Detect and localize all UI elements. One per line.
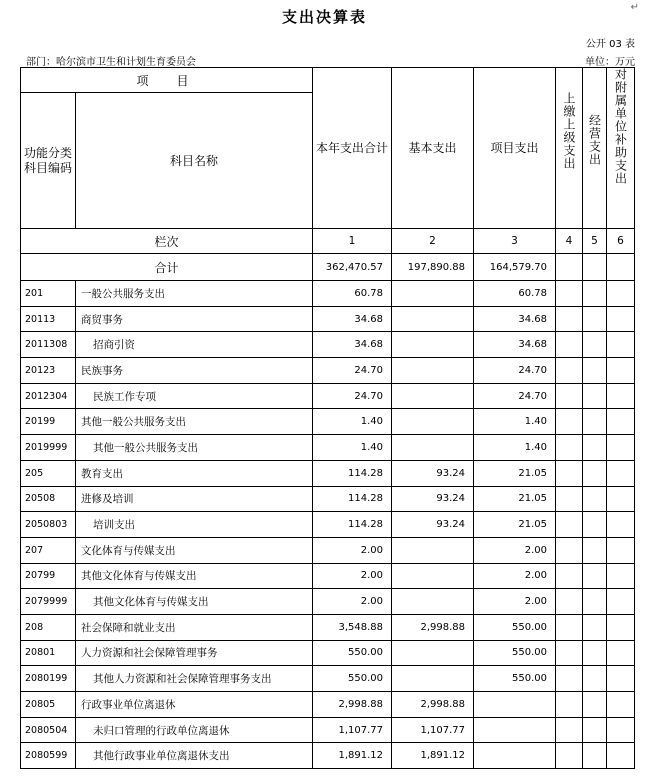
total-amount: 362,470.57 <box>313 254 392 281</box>
upper-amount-cell <box>556 743 583 769</box>
table-row <box>21 358 635 384</box>
total-amount-cell: 2,998.88 <box>313 692 392 718</box>
upper-amount-cell <box>556 666 583 692</box>
upper-amount-cell <box>556 306 583 332</box>
operating-amount-cell <box>583 666 607 692</box>
project-amount-cell: 34.68 <box>474 306 556 332</box>
operating-amount-cell <box>583 743 607 769</box>
function-code-cell: 2019999 <box>21 435 76 461</box>
operating-amount-cell <box>583 306 607 332</box>
operating-amount-cell <box>583 281 607 307</box>
basic-amount-cell <box>392 666 474 692</box>
expenditure-table <box>20 67 635 769</box>
total-amount-cell: 1.40 <box>313 409 392 435</box>
operating-amount-cell <box>583 486 607 512</box>
basic-amount-cell <box>392 383 474 409</box>
table-row <box>21 666 635 692</box>
total-amount-cell: 1,107.77 <box>313 717 392 743</box>
total-amount-cell: 114.28 <box>313 512 392 538</box>
function-code-cell: 20113 <box>21 306 76 332</box>
table-row <box>21 281 635 307</box>
header-subject-name: 科目名称 <box>76 93 313 229</box>
total-basic: 197,890.88 <box>392 254 474 281</box>
subject-name-cell: 一般公共服务支出 <box>76 281 313 307</box>
function-code-cell: 2080599 <box>21 743 76 769</box>
operating-amount-cell <box>583 537 607 563</box>
project-amount-cell: 34.68 <box>474 332 556 358</box>
subsidiary-amount-cell <box>607 537 635 563</box>
header-project-expenditure: 项目支出 <box>474 68 556 229</box>
header-operating-expenditure: 经营支出 <box>587 114 602 166</box>
project-amount-cell <box>474 717 556 743</box>
total-amount-cell: 114.28 <box>313 460 392 486</box>
subject-name-cell: 人力资源和社会保障管理事务 <box>76 640 313 666</box>
function-code-cell: 2080199 <box>21 666 76 692</box>
subject-name-cell: 教育支出 <box>76 460 313 486</box>
basic-amount-cell <box>392 332 474 358</box>
header-subsidiary-expenditure: 对附属单位补助支出 <box>613 68 628 185</box>
column-index-2: 2 <box>392 229 474 254</box>
project-amount-cell: 21.05 <box>474 512 556 538</box>
subsidiary-amount-cell <box>607 332 635 358</box>
total-amount-cell: 2.00 <box>313 537 392 563</box>
basic-amount-cell: 1,107.77 <box>392 717 474 743</box>
header-upper-cell <box>556 68 583 229</box>
column-index-1: 1 <box>313 229 392 254</box>
upper-amount-cell <box>556 435 583 461</box>
basic-amount-cell: 2,998.88 <box>392 614 474 640</box>
function-code-cell: 208 <box>21 614 76 640</box>
subject-name-cell: 民族工作专项 <box>76 383 313 409</box>
subsidiary-amount-cell <box>607 614 635 640</box>
function-code-cell: 2079999 <box>21 589 76 615</box>
project-amount-cell: 21.05 <box>474 486 556 512</box>
table-row <box>21 743 635 769</box>
operating-amount-cell <box>583 409 607 435</box>
table-row <box>21 589 635 615</box>
column-index-5: 5 <box>583 229 607 254</box>
table-row <box>21 332 635 358</box>
upper-amount-cell <box>556 717 583 743</box>
basic-amount-cell <box>392 589 474 615</box>
column-index-4: 4 <box>556 229 583 254</box>
table-row <box>21 640 635 666</box>
upper-amount-cell <box>556 640 583 666</box>
function-code-cell: 2080504 <box>21 717 76 743</box>
subject-name-cell: 其他文化体育与传媒支出 <box>76 589 313 615</box>
project-amount-cell: 1.40 <box>474 435 556 461</box>
function-code-cell: 20801 <box>21 640 76 666</box>
total-amount-cell: 34.68 <box>313 306 392 332</box>
basic-amount-cell: 2,998.88 <box>392 692 474 718</box>
upper-amount-cell <box>556 589 583 615</box>
upper-amount-cell <box>556 460 583 486</box>
operating-amount-cell <box>583 358 607 384</box>
operating-amount-cell <box>583 512 607 538</box>
table-row <box>21 409 635 435</box>
subject-name-cell: 其他人力资源和社会保障管理事务支出 <box>76 666 313 692</box>
subject-name-cell: 文化体育与传媒支出 <box>76 537 313 563</box>
corner-mark: ↵ <box>630 2 639 13</box>
table-row <box>21 460 635 486</box>
table-row <box>21 486 635 512</box>
table-row <box>21 692 635 718</box>
total-amount-cell: 1,891.12 <box>313 743 392 769</box>
subsidiary-amount-cell <box>607 486 635 512</box>
subsidiary-amount-cell <box>607 460 635 486</box>
function-code-cell: 20805 <box>21 692 76 718</box>
table-row <box>21 383 635 409</box>
operating-amount-cell <box>583 640 607 666</box>
table-row <box>21 563 635 589</box>
subsidiary-amount-cell <box>607 743 635 769</box>
project-amount-cell: 24.70 <box>474 358 556 384</box>
total-project: 164,579.70 <box>474 254 556 281</box>
upper-amount-cell <box>556 537 583 563</box>
column-index-6: 6 <box>607 229 635 254</box>
header-subsidiary-cell <box>607 68 635 229</box>
subsidiary-amount-cell <box>607 640 635 666</box>
basic-amount-cell <box>392 563 474 589</box>
header-basic-expenditure: 基本支出 <box>392 68 474 229</box>
upper-amount-cell <box>556 512 583 538</box>
subject-name-cell: 未归口管理的行政单位离退休 <box>76 717 313 743</box>
total-label: 合计 <box>21 254 313 281</box>
subject-name-cell: 其他文化体育与传媒支出 <box>76 563 313 589</box>
unit-label: 单位：万元 <box>585 57 635 68</box>
operating-amount-cell <box>583 332 607 358</box>
total-upper <box>556 254 583 281</box>
total-amount-cell: 24.70 <box>313 383 392 409</box>
basic-amount-cell: 1,891.12 <box>392 743 474 769</box>
operating-amount-cell <box>583 563 607 589</box>
subsidiary-amount-cell <box>607 306 635 332</box>
subject-name-cell: 商贸事务 <box>76 306 313 332</box>
function-code-cell: 205 <box>21 460 76 486</box>
total-amount-cell: 2.00 <box>313 589 392 615</box>
header-upper-expenditure: 上缴上级支出 <box>562 92 577 170</box>
function-code-cell: 20199 <box>21 409 76 435</box>
function-code-cell: 2050803 <box>21 512 76 538</box>
project-amount-cell: 550.00 <box>474 640 556 666</box>
total-amount-cell: 114.28 <box>313 486 392 512</box>
subsidiary-amount-cell <box>607 666 635 692</box>
total-subsidiary <box>607 254 635 281</box>
project-amount-cell: 2.00 <box>474 589 556 615</box>
upper-amount-cell <box>556 332 583 358</box>
upper-amount-cell <box>556 383 583 409</box>
operating-amount-cell <box>583 589 607 615</box>
total-operating <box>583 254 607 281</box>
subject-name-cell: 民族事务 <box>76 358 313 384</box>
operating-amount-cell <box>583 614 607 640</box>
subject-name-cell: 社会保障和就业支出 <box>76 614 313 640</box>
total-amount-cell: 2.00 <box>313 563 392 589</box>
basic-amount-cell: 93.24 <box>392 512 474 538</box>
table-row <box>21 435 635 461</box>
table-row <box>21 306 635 332</box>
project-amount-cell: 550.00 <box>474 666 556 692</box>
subject-name-cell: 其他一般公共服务支出 <box>76 435 313 461</box>
function-code-cell: 2012304 <box>21 383 76 409</box>
subject-name-cell: 培训支出 <box>76 512 313 538</box>
operating-amount-cell <box>583 383 607 409</box>
function-code-cell: 20508 <box>21 486 76 512</box>
project-amount-cell: 2.00 <box>474 537 556 563</box>
upper-amount-cell <box>556 281 583 307</box>
subsidiary-amount-cell <box>607 692 635 718</box>
table-row <box>21 537 635 563</box>
header-total-expenditure: 本年支出合计 <box>313 68 392 229</box>
operating-amount-cell <box>583 435 607 461</box>
basic-amount-cell <box>392 306 474 332</box>
basic-amount-cell <box>392 537 474 563</box>
subject-name-cell: 进修及培训 <box>76 486 313 512</box>
total-amount-cell: 550.00 <box>313 640 392 666</box>
table-row <box>21 614 635 640</box>
table-row <box>21 512 635 538</box>
header-operating-cell <box>583 68 607 229</box>
department-label: 部门：哈尔滨市卫生和计划生育委员会 <box>26 57 196 68</box>
subject-name-cell: 行政事业单位离退休 <box>76 692 313 718</box>
project-amount-cell: 2.00 <box>474 563 556 589</box>
header-project: 项 目 <box>21 68 313 93</box>
project-amount-cell: 21.05 <box>474 460 556 486</box>
header-function-code: 功能分类科目编码 <box>21 93 76 229</box>
subsidiary-amount-cell <box>607 281 635 307</box>
upper-amount-cell <box>556 692 583 718</box>
basic-amount-cell <box>392 435 474 461</box>
project-amount-cell <box>474 743 556 769</box>
project-amount-cell <box>474 692 556 718</box>
subject-name-cell: 其他行政事业单位离退休支出 <box>76 743 313 769</box>
subsidiary-amount-cell <box>607 358 635 384</box>
upper-amount-cell <box>556 486 583 512</box>
subject-name-cell: 其他一般公共服务支出 <box>76 409 313 435</box>
function-code-cell: 201 <box>21 281 76 307</box>
function-code-cell: 20799 <box>21 563 76 589</box>
basic-amount-cell <box>392 358 474 384</box>
total-amount-cell: 34.68 <box>313 332 392 358</box>
basic-amount-cell <box>392 640 474 666</box>
subject-name-cell: 招商引资 <box>76 332 313 358</box>
project-amount-cell: 60.78 <box>474 281 556 307</box>
subsidiary-amount-cell <box>607 563 635 589</box>
basic-amount-cell <box>392 409 474 435</box>
function-code-cell: 20123 <box>21 358 76 384</box>
operating-amount-cell <box>583 460 607 486</box>
page-title: 支出决算表 <box>281 8 367 26</box>
column-index-3: 3 <box>474 229 556 254</box>
subsidiary-amount-cell <box>607 717 635 743</box>
total-amount-cell: 60.78 <box>313 281 392 307</box>
upper-amount-cell <box>556 409 583 435</box>
basic-amount-cell <box>392 281 474 307</box>
project-amount-cell: 1.40 <box>474 409 556 435</box>
upper-amount-cell <box>556 563 583 589</box>
form-number: 公开 03 表 <box>585 39 635 50</box>
basic-amount-cell: 93.24 <box>392 486 474 512</box>
subsidiary-amount-cell <box>607 383 635 409</box>
total-amount-cell: 24.70 <box>313 358 392 384</box>
total-amount-cell: 1.40 <box>313 435 392 461</box>
subsidiary-amount-cell <box>607 589 635 615</box>
total-amount-cell: 3,548.88 <box>313 614 392 640</box>
project-amount-cell: 24.70 <box>474 383 556 409</box>
function-code-cell: 2011308 <box>21 332 76 358</box>
subsidiary-amount-cell <box>607 409 635 435</box>
total-amount-cell: 550.00 <box>313 666 392 692</box>
operating-amount-cell <box>583 717 607 743</box>
upper-amount-cell <box>556 358 583 384</box>
project-amount-cell: 550.00 <box>474 614 556 640</box>
subsidiary-amount-cell <box>607 512 635 538</box>
column-index-label: 栏次 <box>21 229 313 254</box>
basic-amount-cell: 93.24 <box>392 460 474 486</box>
function-code-cell: 207 <box>21 537 76 563</box>
operating-amount-cell <box>583 692 607 718</box>
subsidiary-amount-cell <box>607 435 635 461</box>
table-row <box>21 717 635 743</box>
upper-amount-cell <box>556 614 583 640</box>
